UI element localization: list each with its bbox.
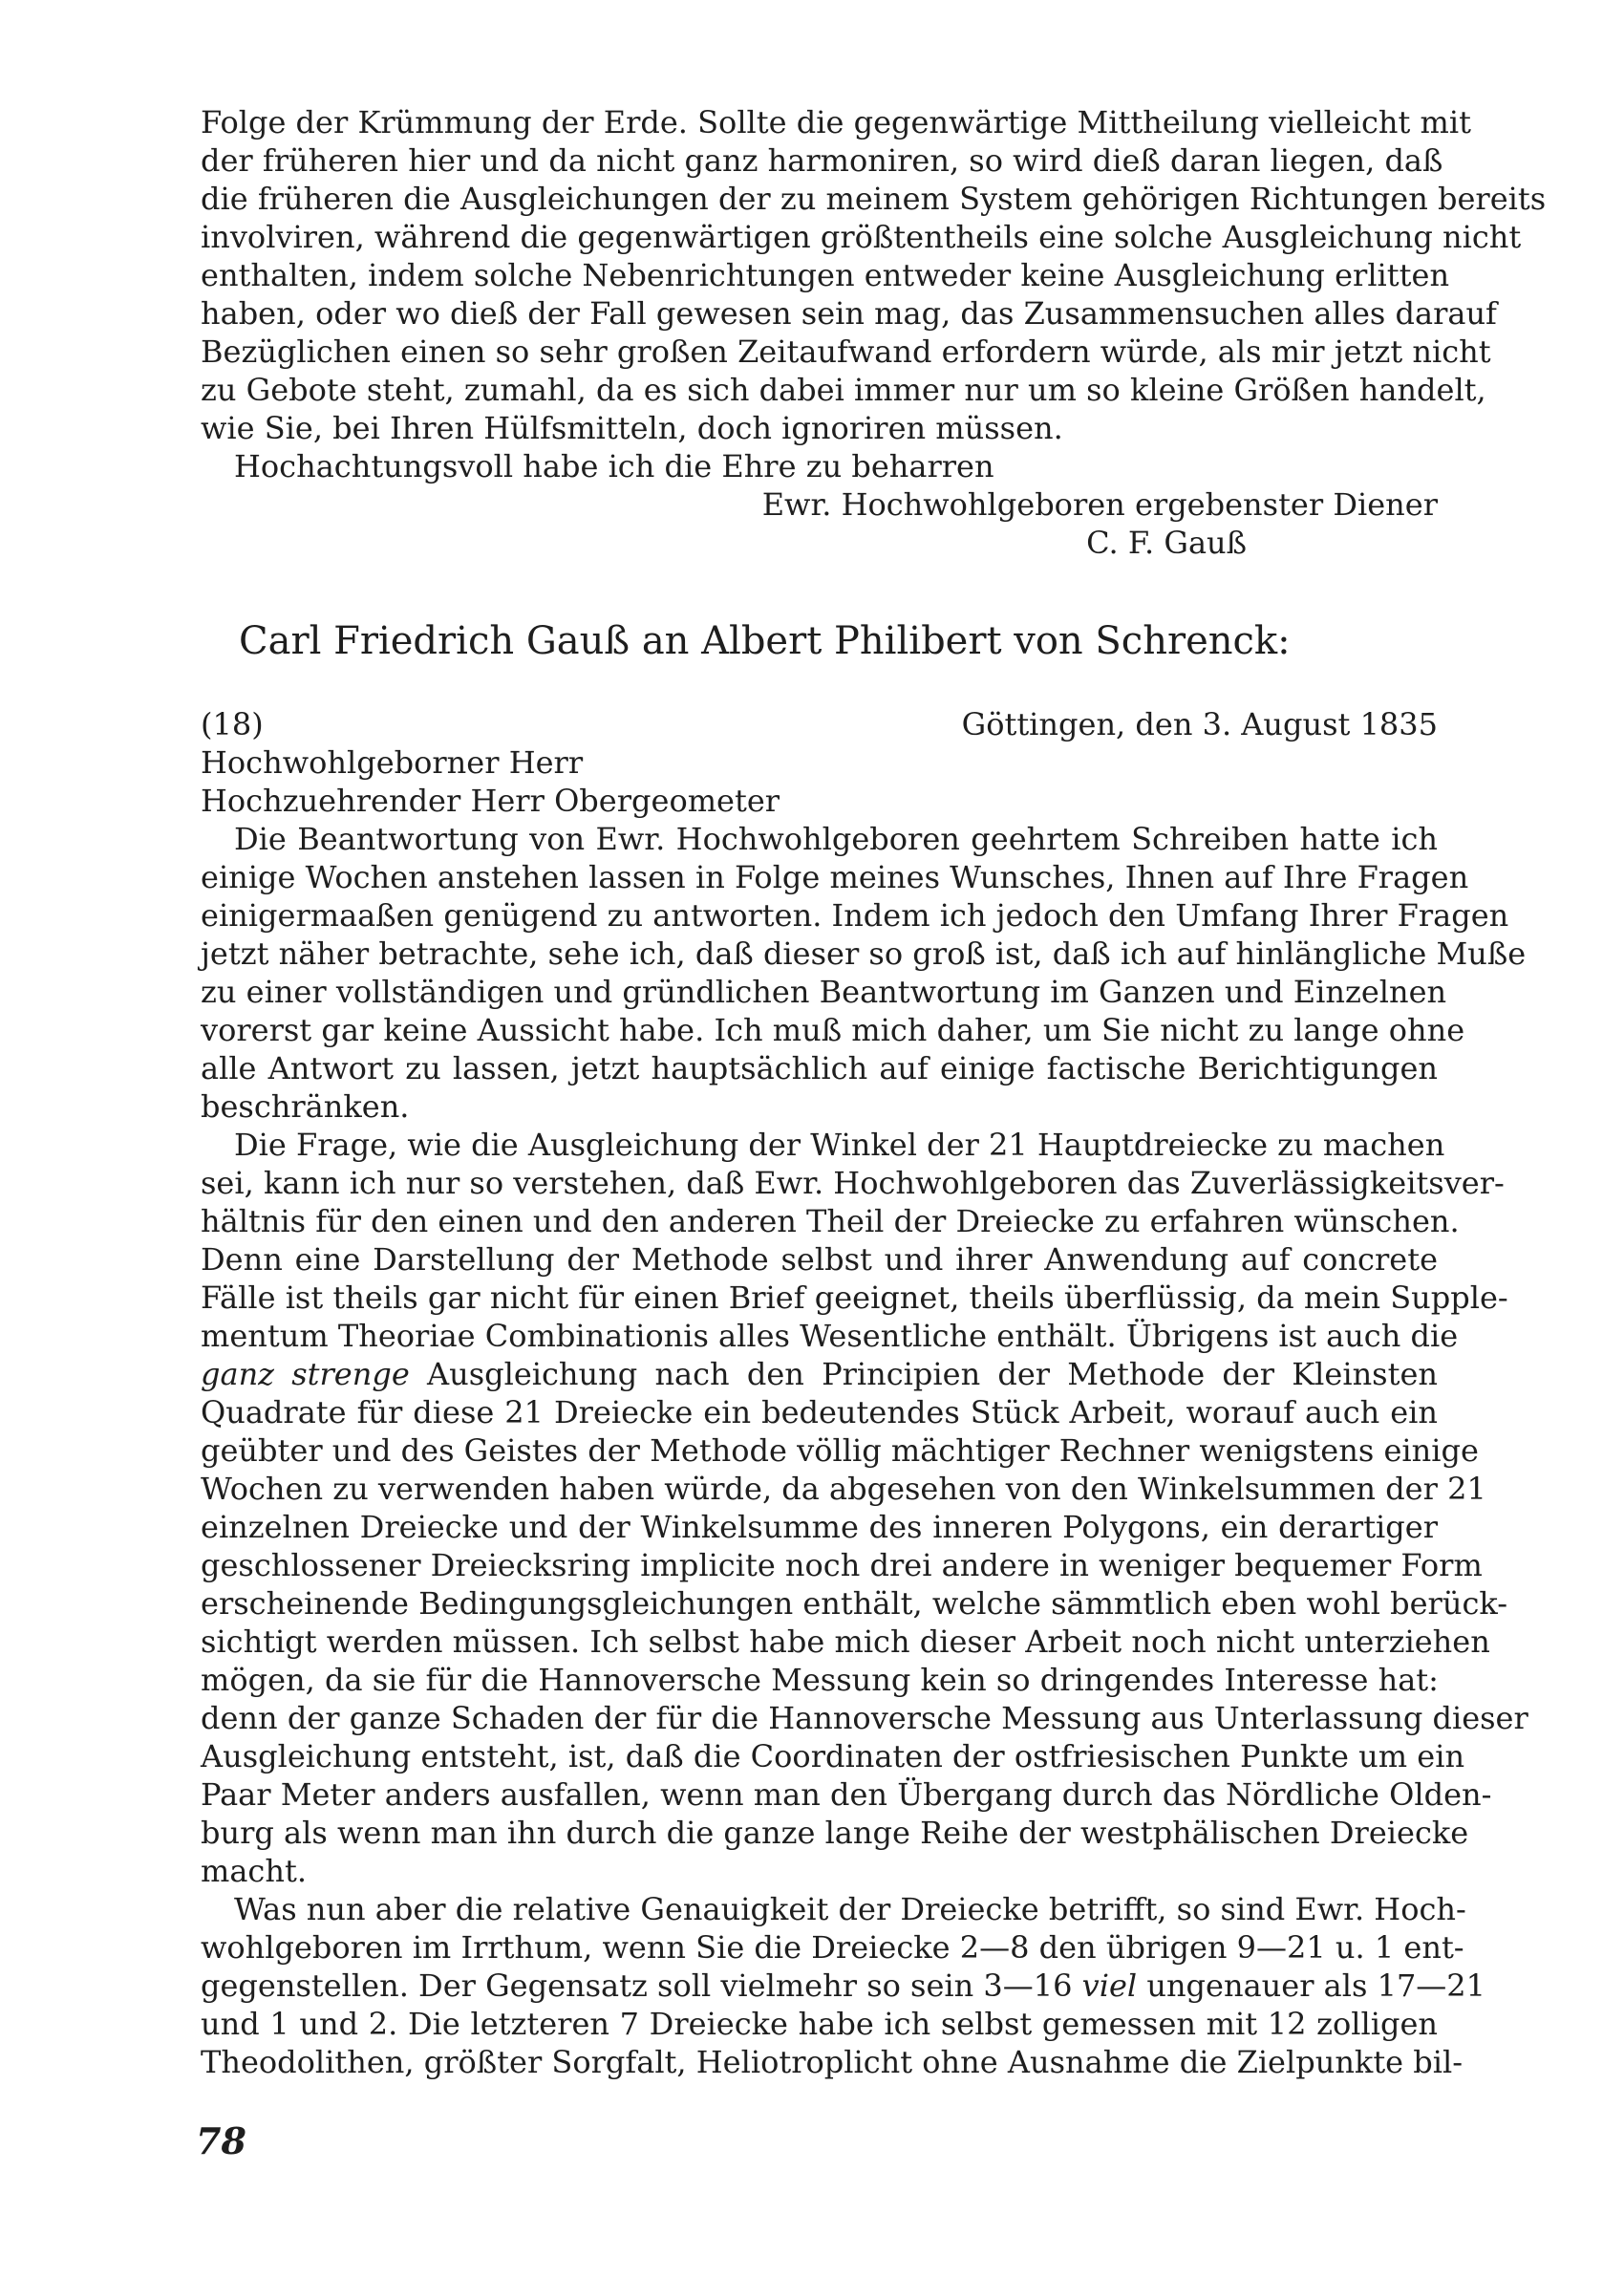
text-line: denn der ganze Schaden der für die Hannoversche Messung aus Unterlassung dieser [201, 1700, 1528, 1736]
text-line: Folge der Krümmung der Erde. Sollte die gegenwärtige Mittheilung vielleicht mit [201, 104, 1471, 140]
text-line: wie Sie, bei Ihren Hülfsmitteln, doch ignoriren müssen. [201, 410, 1063, 446]
text-line: Paar Meter anders ausfallen, wenn man den Übergang durch das Nördliche Olden- [201, 1776, 1492, 1813]
text-line: haben, oder wo dieß der Fall gewesen sein mag, das Zusammensuchen alles darauf [201, 295, 1497, 332]
text-line: Quadrate für diese 21 Dreiecke ein bedeutendes Stück Arbeit, worauf auch ein [201, 1394, 1438, 1430]
text-line: jetzt näher betrachte, sehe ich, daß dieser so groß ist, daß ich auf hinlängliche Muße [201, 935, 1527, 972]
text-line: Fälle ist theils gar nicht für einen Brief geeignet, theils überflüssig, da mein Supple- [201, 1279, 1508, 1316]
text-line: Was nun aber die relative Genauigkeit der Dreiecke betrifft, so sind Ewr. Hoch- [234, 1891, 1466, 1927]
text-line: geübter und des Geistes der Methode völlig mächtiger Rechner wenigstens einige [201, 1432, 1479, 1469]
text-line: die früheren die Ausgleichungen der zu meinem System gehörigen Richtungen bereits [201, 181, 1547, 217]
text-span: ungenauer als 17—21 [1137, 1967, 1486, 2004]
letter-18 [201, 705, 1528, 2081]
text-line: hältnis für den einen und den anderen Theil der Dreiecke zu erfahren wünschen. [201, 1203, 1460, 1239]
text-line: alle Antwort zu lassen, jetzt hauptsächlich auf einige factische Berichtigungen [201, 1050, 1438, 1086]
page-number: 78 [196, 2119, 246, 2162]
text-line: sei, kann ich nur so verstehen, daß Ewr. Hochwohlgeboren das Zuverlässigkeitsver- [201, 1165, 1505, 1201]
text-line: einzelnen Dreiecke und der Winkelsumme des inneren Polygons, ein derartiger [201, 1509, 1438, 1545]
text-line: enthalten, indem solche Nebenrichtungen entweder keine Ausgleichung erlitten [201, 257, 1450, 293]
salutation-line: Hochzuehrender Herr Obergeometer [201, 783, 780, 819]
text-line: sichtigt werden müssen. Ich selbst habe mich dieser Arbeit noch nicht unterziehen [201, 1623, 1490, 1660]
paragraph-1 [201, 820, 1527, 1126]
text-line: burg als wenn man ihn durch die ganze lange Reihe der westphälischen Dreiecke [201, 1815, 1469, 1851]
emphasized-text: viel [1081, 1967, 1138, 2004]
signoff-line: Ewr. Hochwohlgeboren ergebenster Diener [761, 486, 1438, 523]
text-line: einige Wochen anstehen lassen in Folge meines Wunsches, Ihnen auf Ihre Fragen [201, 859, 1469, 895]
paragraph-2 [201, 1126, 1528, 1890]
text-span: gegenstellen. Der Gegensatz soll vielmehr so sein 3—16 [201, 1967, 1082, 2004]
text-line: Die Frage, wie die Ausgleichung der Winkel der 21 Hauptdreiecke zu machen [234, 1127, 1445, 1163]
text-line: zu einer vollständigen und gründlichen Beantwortung im Ganzen und Einzelnen [201, 974, 1447, 1010]
text-line: wohlgeboren im Irrthum, wenn Sie die Dreiecke 2—8 den übrigen 9—21 u. 1 ent- [201, 1929, 1464, 1966]
text-line: beschränken. [201, 1088, 410, 1125]
text-line: Bezüglichen einen so sehr großen Zeitaufwand erfordern würde, als mir jetzt nicht [201, 333, 1491, 370]
text-line: erscheinende Bedingungsgleichungen enthält, welche sämmtlich eben wohl berück- [201, 1585, 1507, 1622]
text-line: vorerst gar keine Aussicht habe. Ich muß mich daher, um Sie nicht zu lange ohne [201, 1012, 1465, 1048]
text-line: geschlossener Dreiecksring implicite noch drei andere in weniger bequemer Form [201, 1547, 1483, 1583]
text-line: Wochen zu verwenden haben würde, da abgesehen von den Winkelsummen der 21 [201, 1471, 1486, 1507]
text-line: macht. [201, 1853, 307, 1889]
text-line: der früheren hier und da nicht ganz harmoniren, so wird dieß daran liegen, daß [201, 142, 1443, 179]
letter-number: (18) [201, 706, 264, 742]
text-line: mentum Theoriae Combinationis alles Wesentliche enthält. Übrigens ist auch die [201, 1318, 1459, 1354]
text-line: Die Beantwortung von Ewr. Hochwohlgeboren geehrtem Schreiben hatte ich [234, 821, 1438, 857]
signature: C. F. Gauß [1086, 525, 1247, 561]
letter-place-date: Göttingen, den 3. August 1835 [961, 706, 1438, 742]
text-line: Denn eine Darstellung der Methode selbst und ihrer Anwendung auf concrete [201, 1241, 1438, 1278]
closing-formula: Hochachtungsvoll habe ich die Ehre zu beharren [234, 448, 994, 484]
paragraph-3 [201, 1890, 1486, 2081]
text-line: involviren, während die gegenwärtigen größtentheils eine solche Ausgleichung nicht [201, 219, 1522, 255]
text-line [201, 1967, 1486, 2005]
text-line: zu Gebote steht, zumahl, da es sich dabei immer nur um so kleine Größen handelt, [201, 372, 1486, 408]
previous-letter-ending [201, 103, 1547, 562]
text-line: Ausgleichung entsteht, ist, daß die Coordinaten der ostfriesischen Punkte um ein [201, 1738, 1465, 1774]
letter-heading: Carl Friedrich Gauß an Albert Philibert von Schrenck: [239, 619, 1291, 663]
text-line: einigermaaßen genügend zu antworten. Indem ich jedoch den Umfang Ihrer Fragen [201, 897, 1509, 934]
salutation-line: Hochwohlgeborner Herr [201, 744, 584, 781]
text-span: Ausgleichung nach den Principien der Methode der Kleinsten [409, 1356, 1439, 1392]
text-line: mögen, da sie für die Hannoversche Messung kein so dringendes Interesse hat: [201, 1662, 1439, 1698]
text-line: und 1 und 2. Die letzteren 7 Dreiecke habe ich selbst gemessen mit 12 zolligen [201, 2006, 1438, 2042]
letter-header-line [201, 705, 1438, 743]
text-line [201, 1355, 1438, 1393]
emphasized-text: ganz strenge [201, 1356, 410, 1392]
text-line: Theodolithen, größter Sorgfalt, Heliotroplicht ohne Ausnahme die Zielpunkte bil- [201, 2044, 1464, 2080]
